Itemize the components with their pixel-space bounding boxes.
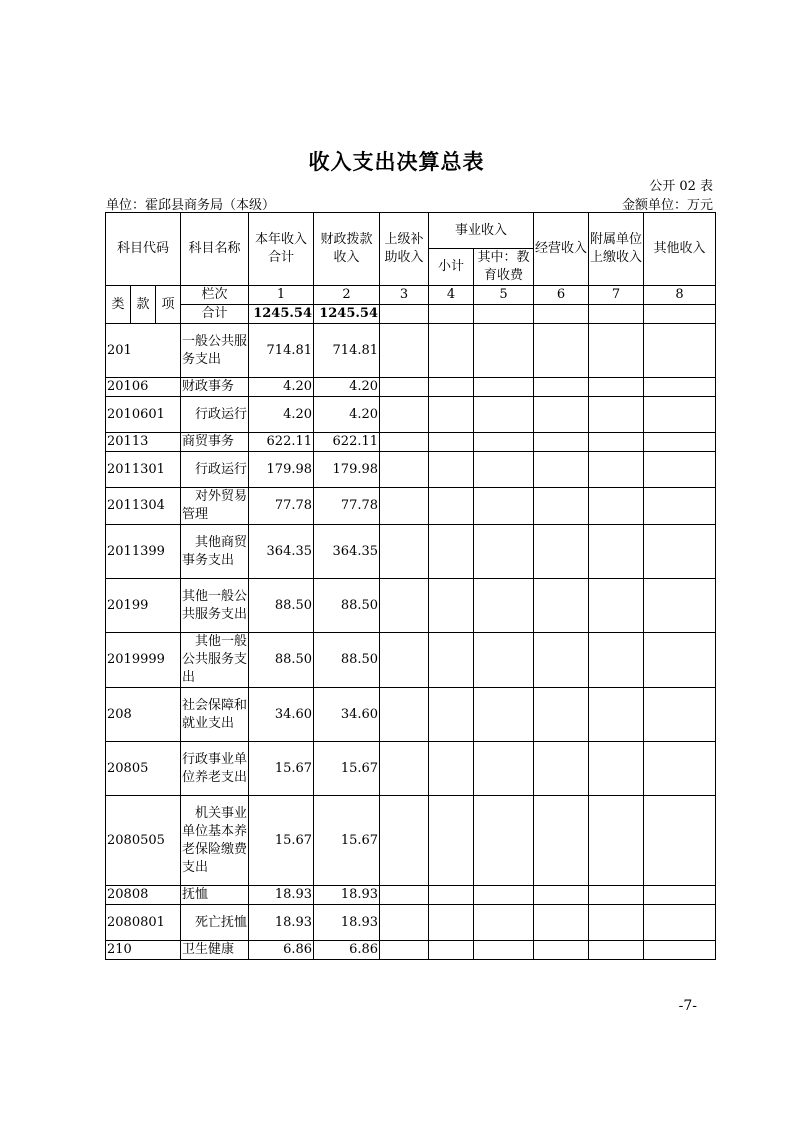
unit-label: 单位：霍邱县商务局（本级） xyxy=(106,198,276,213)
empty-cell xyxy=(429,941,474,960)
table-row xyxy=(106,324,716,378)
empty-cell xyxy=(534,397,589,433)
empty-cell xyxy=(429,452,474,488)
subject-code: 2011301 xyxy=(106,452,181,488)
empty-cell xyxy=(380,941,429,960)
subject-code: 20808 xyxy=(106,886,181,905)
empty-cell xyxy=(589,488,644,525)
header-career: 事业收入 xyxy=(429,213,534,249)
empty-cell xyxy=(589,796,644,886)
subject-code: 20805 xyxy=(106,742,181,796)
empty-cell xyxy=(644,796,716,886)
table-row xyxy=(106,633,716,688)
column-number-row xyxy=(106,286,716,305)
header-other: 其他收入 xyxy=(644,213,716,286)
income-total: 88.50 xyxy=(249,633,314,688)
empty-cell xyxy=(644,688,716,742)
total-fiscal: 1245.54 xyxy=(314,305,380,324)
empty-cell xyxy=(380,579,429,633)
income-total: 18.93 xyxy=(249,905,314,941)
fiscal-income: 34.60 xyxy=(314,688,380,742)
table-row xyxy=(106,579,716,633)
empty-cell xyxy=(380,633,429,688)
empty-cell xyxy=(644,397,716,433)
empty-cell xyxy=(589,688,644,742)
empty-cell xyxy=(644,452,716,488)
header-total: 本年收入合计 xyxy=(249,213,314,286)
table-row xyxy=(106,488,716,525)
income-total: 179.98 xyxy=(249,452,314,488)
empty-cell xyxy=(429,633,474,688)
subject-code: 2019999 xyxy=(106,633,181,688)
empty-cell xyxy=(589,378,644,397)
empty-cell xyxy=(534,525,589,579)
empty-cell xyxy=(474,941,534,960)
empty-cell xyxy=(534,633,589,688)
table-row xyxy=(106,886,716,905)
empty-cell xyxy=(644,525,716,579)
empty-cell xyxy=(589,324,644,378)
empty-cell xyxy=(429,742,474,796)
empty-cell xyxy=(589,905,644,941)
empty-cell xyxy=(380,378,429,397)
column-number: 7 xyxy=(589,286,644,305)
income-total: 364.35 xyxy=(249,525,314,579)
empty-cell xyxy=(429,488,474,525)
empty-cell xyxy=(534,905,589,941)
empty-cell xyxy=(534,378,589,397)
income-total: 77.78 xyxy=(249,488,314,525)
subject-name: 死亡抚恤 xyxy=(181,905,249,941)
subject-code: 2011304 xyxy=(106,488,181,525)
empty-cell xyxy=(589,433,644,452)
empty-cell xyxy=(644,886,716,905)
empty-cell xyxy=(429,796,474,886)
empty-cell xyxy=(380,905,429,941)
empty-cell xyxy=(474,579,534,633)
fiscal-income: 622.11 xyxy=(314,433,380,452)
column-number: 8 xyxy=(644,286,716,305)
subject-name: 其他一般公共服务支出 xyxy=(181,633,249,688)
income-total: 18.93 xyxy=(249,886,314,905)
fiscal-income: 18.93 xyxy=(314,886,380,905)
empty-cell xyxy=(644,378,716,397)
empty-cell xyxy=(429,579,474,633)
empty-cell xyxy=(474,525,534,579)
empty-cell xyxy=(644,742,716,796)
empty-cell xyxy=(534,742,589,796)
header-business: 经营收入 xyxy=(534,213,589,286)
income-total: 34.60 xyxy=(249,688,314,742)
empty-cell xyxy=(474,688,534,742)
empty-cell xyxy=(380,796,429,886)
table-row xyxy=(106,796,716,886)
empty-cell xyxy=(644,433,716,452)
empty-cell xyxy=(644,579,716,633)
table-row xyxy=(106,433,716,452)
income-total: 4.20 xyxy=(249,378,314,397)
subject-code: 201 xyxy=(106,324,181,378)
empty-cell xyxy=(644,324,716,378)
empty-cell xyxy=(474,742,534,796)
subject-name: 社会保障和就业支出 xyxy=(181,688,249,742)
subject-code: 210 xyxy=(106,941,181,960)
form-number: 公开 02 表 xyxy=(649,179,713,194)
income-total: 6.86 xyxy=(249,941,314,960)
empty-cell xyxy=(380,525,429,579)
header-xiang: 项 xyxy=(156,286,181,324)
subject-code: 2011399 xyxy=(106,525,181,579)
subject-name: 其他商贸事务支出 xyxy=(181,525,249,579)
subject-name: 抚恤 xyxy=(181,886,249,905)
money-unit-label: 金额单位：万元 xyxy=(621,198,713,213)
empty-cell xyxy=(474,905,534,941)
empty-cell xyxy=(474,886,534,905)
empty-cell xyxy=(474,796,534,886)
fiscal-income: 364.35 xyxy=(314,525,380,579)
empty-cell xyxy=(534,488,589,525)
column-number: 1 xyxy=(249,286,314,305)
table-row xyxy=(106,941,716,960)
subject-name: 对外贸易管理 xyxy=(181,488,249,525)
fiscal-income: 88.50 xyxy=(314,579,380,633)
empty-cell xyxy=(474,378,534,397)
header-upper: 上级补助收入 xyxy=(380,213,429,286)
income-total: 622.11 xyxy=(249,433,314,452)
column-number: 6 xyxy=(534,286,589,305)
column-number: 5 xyxy=(474,286,534,305)
header-row-1 xyxy=(106,213,716,249)
empty-cell xyxy=(429,688,474,742)
subject-code: 208 xyxy=(106,688,181,742)
income-total: 15.67 xyxy=(249,742,314,796)
empty-cell xyxy=(534,579,589,633)
empty-cell xyxy=(474,324,534,378)
subject-name: 机关事业单位基本养老保险缴费支出 xyxy=(181,796,249,886)
empty-cell xyxy=(589,633,644,688)
empty-cell xyxy=(380,452,429,488)
fiscal-income: 179.98 xyxy=(314,452,380,488)
header-affiliated: 附属单位上缴收入 xyxy=(589,213,644,286)
fiscal-income: 88.50 xyxy=(314,633,380,688)
income-total: 15.67 xyxy=(249,796,314,886)
table-row xyxy=(106,452,716,488)
total-income: 1245.54 xyxy=(249,305,314,324)
header-kuan: 款 xyxy=(131,286,156,324)
fiscal-income: 4.20 xyxy=(314,397,380,433)
fiscal-income: 77.78 xyxy=(314,488,380,525)
income-total: 714.81 xyxy=(249,324,314,378)
summary-table xyxy=(105,212,716,960)
subject-name: 行政事业单位养老支出 xyxy=(181,742,249,796)
empty-cell xyxy=(380,324,429,378)
empty-cell xyxy=(534,433,589,452)
empty-cell xyxy=(429,397,474,433)
header-edu: 其中：教育收费 xyxy=(474,249,534,286)
empty-cell xyxy=(474,397,534,433)
subject-name: 卫生健康 xyxy=(181,941,249,960)
empty-cell xyxy=(534,452,589,488)
column-number: 4 xyxy=(429,286,474,305)
empty-cell xyxy=(380,488,429,525)
fiscal-income: 4.20 xyxy=(314,378,380,397)
column-number: 3 xyxy=(380,286,429,305)
subject-name: 商贸事务 xyxy=(181,433,249,452)
fiscal-income: 6.86 xyxy=(314,941,380,960)
empty-cell xyxy=(380,742,429,796)
header-name: 科目名称 xyxy=(181,213,249,286)
subject-code: 20106 xyxy=(106,378,181,397)
income-total: 88.50 xyxy=(249,579,314,633)
fiscal-income: 18.93 xyxy=(314,905,380,941)
subject-code: 2010601 xyxy=(106,397,181,433)
fiscal-income: 714.81 xyxy=(314,324,380,378)
empty-cell xyxy=(474,433,534,452)
table-row xyxy=(106,525,716,579)
empty-cell xyxy=(534,688,589,742)
empty-cell xyxy=(589,397,644,433)
empty-cell xyxy=(429,378,474,397)
empty-cell xyxy=(589,886,644,905)
subject-name: 行政运行 xyxy=(181,397,249,433)
subject-name: 一般公共服务支出 xyxy=(181,324,249,378)
page-title: 收入支出决算总表 xyxy=(308,150,485,174)
page-number: -7- xyxy=(678,998,697,1014)
empty-cell xyxy=(380,433,429,452)
subject-code: 2080505 xyxy=(106,796,181,886)
subject-name: 其他一般公共服务支出 xyxy=(181,579,249,633)
empty-cell xyxy=(534,324,589,378)
fiscal-income: 15.67 xyxy=(314,742,380,796)
empty-cell xyxy=(589,452,644,488)
total-row xyxy=(106,305,716,324)
table-row xyxy=(106,742,716,796)
fiscal-income: 15.67 xyxy=(314,796,380,886)
empty-cell xyxy=(380,886,429,905)
subject-name: 财政事务 xyxy=(181,378,249,397)
empty-cell xyxy=(429,324,474,378)
empty-cell xyxy=(429,905,474,941)
header-lei: 类 xyxy=(106,286,131,324)
empty-cell xyxy=(589,579,644,633)
subject-code: 20113 xyxy=(106,433,181,452)
empty-cell xyxy=(589,525,644,579)
empty-cell xyxy=(589,742,644,796)
total-label: 合计 xyxy=(181,305,249,324)
empty-cell xyxy=(429,525,474,579)
empty-cell xyxy=(474,488,534,525)
empty-cell xyxy=(534,886,589,905)
table-row xyxy=(106,397,716,433)
empty-cell xyxy=(380,397,429,433)
income-total: 4.20 xyxy=(249,397,314,433)
subject-code: 20199 xyxy=(106,579,181,633)
empty-cell xyxy=(380,688,429,742)
column-number: 2 xyxy=(314,286,380,305)
empty-cell xyxy=(644,905,716,941)
table-row xyxy=(106,378,716,397)
empty-cell xyxy=(429,886,474,905)
header-fiscal: 财政拨款收入 xyxy=(314,213,380,286)
subject-code: 2080801 xyxy=(106,905,181,941)
empty-cell xyxy=(534,796,589,886)
empty-cell xyxy=(429,433,474,452)
empty-cell xyxy=(644,633,716,688)
empty-cell xyxy=(534,941,589,960)
empty-cell xyxy=(474,452,534,488)
empty-cell xyxy=(644,488,716,525)
table-row xyxy=(106,688,716,742)
empty-cell xyxy=(589,941,644,960)
header-code: 科目代码 xyxy=(106,213,181,286)
header-column-no: 栏次 xyxy=(181,286,249,305)
table-row xyxy=(106,905,716,941)
empty-cell xyxy=(474,633,534,688)
subject-name: 行政运行 xyxy=(181,452,249,488)
empty-cell xyxy=(644,941,716,960)
header-subtotal: 小计 xyxy=(429,249,474,286)
